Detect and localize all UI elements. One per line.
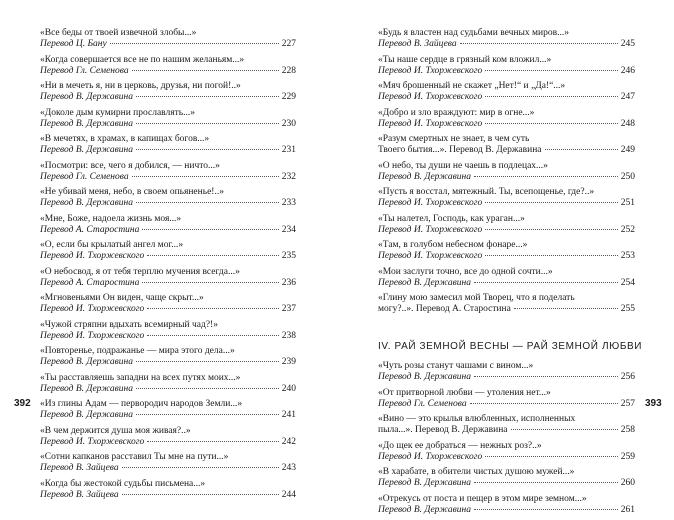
entry-translator-line xyxy=(40,304,296,315)
toc-entry xyxy=(378,267,635,289)
entry-translator-line xyxy=(40,331,296,342)
entry-title: «Когда бы жестокой судьбы письмена...» xyxy=(40,478,206,489)
entry-page-number: 247 xyxy=(620,92,635,102)
entry-title: «Мои заслуги точно, все до одной сочти...» xyxy=(378,266,553,277)
dot-leader xyxy=(474,282,618,283)
entry-page-number: 259 xyxy=(620,451,635,462)
entry-title: «Посмотри: все, чего я добился, — ничто...» xyxy=(40,160,220,171)
entry-title: «О, если бы крылатый ангел мог...» xyxy=(40,240,184,250)
dot-leader xyxy=(136,149,279,150)
entry-title: «Из глины Адам — первородич народов Земли...» xyxy=(40,399,243,409)
entry-title: «О небо, ты души не чаешь в подлецах...» xyxy=(378,160,548,171)
toc-entry xyxy=(40,108,296,130)
entry-page-number: 238 xyxy=(281,330,296,341)
dot-leader xyxy=(474,509,618,510)
entry-title: «Мгновеньями Он виден, чаще скрыт...» xyxy=(40,293,204,303)
entry-translator: Перевод И. Тхоржевского xyxy=(378,251,483,261)
entry-page-number: 236 xyxy=(281,277,296,288)
entry-page-number: 228 xyxy=(281,65,296,76)
toc-entry xyxy=(40,187,296,209)
dot-leader xyxy=(142,282,278,283)
entry-translator-line xyxy=(40,66,296,77)
entry-page-number: 235 xyxy=(281,251,296,261)
toc-entry xyxy=(40,426,296,448)
entry-title: «Мне, Боже, надоела жизнь моя...» xyxy=(40,213,182,224)
entry-translator-line xyxy=(40,410,296,421)
entry-page-number: 237 xyxy=(281,304,296,314)
entry-translator-line xyxy=(40,198,296,209)
entry-translator-line xyxy=(40,384,296,395)
entry-page-number: 245 xyxy=(620,39,635,49)
dot-leader xyxy=(545,149,618,150)
entry-translator: Перевод И. Тхоржевского xyxy=(40,251,145,261)
entry-translator-line xyxy=(378,225,635,236)
entry-translator: Перевод И. Тхоржевского xyxy=(378,118,483,129)
toc-entry xyxy=(40,267,296,289)
dot-leader xyxy=(136,123,279,124)
entry-page-number: 231 xyxy=(281,145,296,155)
entry-title-continuation: Твоего бытия...». Перевод В. Державина xyxy=(378,145,542,155)
entry-translator: Перевод И. Тхоржевского xyxy=(378,198,483,208)
dot-leader xyxy=(514,308,618,309)
toc-entry xyxy=(378,361,635,383)
dot-leader xyxy=(136,414,279,415)
entry-translator-line xyxy=(378,399,635,410)
entry-translator: Перевод В. Державина xyxy=(40,410,133,420)
entry-translator: Перевод В. Державина xyxy=(40,118,133,129)
toc-entry xyxy=(40,346,296,368)
entry-translator-line xyxy=(40,119,296,130)
entry-title: «До щек ее добраться — нежных роз?..» xyxy=(378,440,542,451)
entry-page-number: 255 xyxy=(620,304,635,314)
toc-entry xyxy=(40,240,296,262)
entry-page-number: 261 xyxy=(620,504,635,515)
toc-entry xyxy=(378,494,635,516)
entry-page-number: 253 xyxy=(620,251,635,261)
entry-title: «Ты налетел, Господь, как ураган...» xyxy=(378,213,525,224)
entry-page-number: 240 xyxy=(281,383,296,394)
entry-page-number: 241 xyxy=(281,410,296,420)
toc-entry xyxy=(378,293,635,315)
toc-entry xyxy=(378,214,635,236)
dot-leader xyxy=(485,96,618,97)
toc-entry xyxy=(378,187,635,209)
entry-translator-line xyxy=(40,225,296,236)
entry-title: «О небосвод, я от тебя терплю мучения всегда...» xyxy=(40,266,240,277)
entry-page-number: 250 xyxy=(620,171,635,182)
dot-leader xyxy=(147,335,279,336)
left-page-number: 392 xyxy=(14,398,31,409)
toc-entry xyxy=(378,441,635,463)
entry-translator-line xyxy=(378,505,635,516)
entry-continuation-line xyxy=(378,304,635,315)
entry-page-number: 243 xyxy=(281,463,296,473)
entry-translator: Перевод В. Державина xyxy=(378,372,471,382)
entry-page-number: 258 xyxy=(620,425,635,435)
dot-leader xyxy=(485,202,618,203)
entry-translator: Перевод Гл. Семенова xyxy=(378,398,467,409)
entry-title: «Доколе дым кумирни прославлять...» xyxy=(40,107,195,118)
toc-entry xyxy=(40,293,296,315)
entry-page-number: 254 xyxy=(620,277,635,288)
toc-entry xyxy=(378,81,635,103)
entry-page-number: 249 xyxy=(620,145,635,155)
toc-entry xyxy=(378,161,635,183)
toc-entry xyxy=(378,108,635,130)
entry-translator-line xyxy=(378,172,635,183)
dot-leader xyxy=(132,176,279,177)
entry-translator-line xyxy=(40,251,296,262)
entry-translator-line xyxy=(378,92,635,103)
entry-continuation-line xyxy=(378,425,635,436)
section-heading: IV. РАЙ ЗЕМНОЙ ВЕСНЫ — РАЙ ЗЕМНОЙ ЛЮБВИ xyxy=(378,341,643,352)
entry-translator-line xyxy=(40,357,296,368)
toc-entry xyxy=(40,134,296,156)
toc-entry xyxy=(40,373,296,395)
dot-leader xyxy=(147,255,279,256)
toc-entry xyxy=(378,28,635,50)
toc-entry xyxy=(40,214,296,236)
entry-translator: Перевод И. Тхоржевского xyxy=(40,436,145,447)
entry-title: «Разум смертных не знает, в чем суть xyxy=(378,134,530,144)
entry-page-number: 233 xyxy=(281,198,296,208)
entry-translator: Перевод И. Тхоржевского xyxy=(378,92,483,102)
right-page-number: 393 xyxy=(645,398,662,409)
entry-translator: Перевод А. Старостина xyxy=(40,224,140,235)
entry-translator: Перевод И. Тхоржевского xyxy=(378,65,483,76)
entry-translator-line xyxy=(40,92,296,103)
entry-page-number: 251 xyxy=(620,198,635,208)
dot-leader xyxy=(485,123,618,124)
entry-translator: Перевод В. Державина xyxy=(378,504,471,515)
toc-entry xyxy=(378,467,635,489)
toc-entry xyxy=(378,388,635,410)
entry-translator: Перевод В. Державина xyxy=(40,92,133,102)
toc-entry xyxy=(378,240,635,262)
toc-entry xyxy=(378,55,635,77)
dot-leader xyxy=(485,70,618,71)
entry-translator: Перевод Гл. Семенова xyxy=(40,171,129,182)
entry-translator: Перевод В. Зайцева xyxy=(378,39,457,49)
entry-translator: Перевод Ц. Бану xyxy=(40,39,107,49)
dot-leader xyxy=(136,96,279,97)
entry-translator-line xyxy=(378,278,635,289)
entry-translator-line xyxy=(40,39,296,50)
entry-translator: Перевод И. Тхоржевского xyxy=(378,451,483,462)
entry-translator: Перевод И. Тхоржевского xyxy=(40,330,145,341)
entry-title: «Все беды от твоей извечной злобы...» xyxy=(40,28,197,38)
entry-page-number: 252 xyxy=(620,224,635,235)
entry-page-number: 227 xyxy=(281,39,296,49)
entry-title: «Мяч брошенный не скажет „Нет!“ и „Да!“...» xyxy=(378,81,566,91)
entry-translator-line xyxy=(378,39,635,50)
entry-translator-line xyxy=(378,198,635,209)
dot-leader xyxy=(460,43,618,44)
entry-title: «Чуть розы станут чашами с вином...» xyxy=(378,361,534,371)
entry-translator-line xyxy=(40,172,296,183)
entry-title: «Ни в мечеть я, ни в церковь, друзья, ни погой!..» xyxy=(40,81,241,91)
toc-entry xyxy=(40,320,296,342)
toc-entry xyxy=(40,452,296,474)
dot-leader xyxy=(147,308,279,309)
dot-leader xyxy=(136,202,279,203)
entry-translator-line xyxy=(40,145,296,156)
entry-translator: Перевод А. Старостина xyxy=(40,277,140,288)
dot-leader xyxy=(485,456,618,457)
entry-translator: Перевод В. Державина xyxy=(378,277,471,288)
entry-title: «Ты наше сердце в грязный ком вложил...» xyxy=(378,54,552,65)
entry-title: «Пусть я восстал, мятежный. Ты, всепощенье, где?..» xyxy=(378,187,595,197)
entry-translator-line xyxy=(378,251,635,262)
entry-translator-line xyxy=(40,463,296,474)
entry-continuation-line xyxy=(378,145,635,156)
left-toc-column xyxy=(40,28,296,505)
entry-title: «От притворной любви — утоления нет...» xyxy=(378,387,551,398)
dot-leader xyxy=(147,441,279,442)
entry-translator-line xyxy=(40,490,296,501)
toc-entry xyxy=(40,81,296,103)
entry-title: «В харабате, в обители чистых душою мужей...» xyxy=(378,467,575,477)
toc-entry xyxy=(40,479,296,501)
entry-translator: Перевод В. Державина xyxy=(40,357,133,367)
dot-leader xyxy=(470,403,618,404)
dot-leader xyxy=(136,388,279,389)
entry-title: «Сотни капканов расставил Ты мне на пути...» xyxy=(40,452,229,462)
entry-page-number: 232 xyxy=(281,171,296,182)
entry-title: «Когда совершается все не по нашим желаньям...» xyxy=(40,54,245,65)
dot-leader xyxy=(136,361,279,362)
entry-translator: Перевод В. Державина xyxy=(378,171,471,182)
right-toc-column xyxy=(378,28,643,520)
entry-title: «Отрекусь от поста и пещер в этом мире земном...» xyxy=(378,493,587,504)
entry-page-number: 257 xyxy=(620,398,635,409)
entry-translator: Перевод В. Державина xyxy=(378,478,471,488)
entry-translator: Перевод В. Зайцева xyxy=(40,463,119,473)
entry-translator: Перевод Гл. Семенова xyxy=(40,65,129,76)
toc-entry xyxy=(378,134,635,156)
entry-title: «Не убивай меня, небо, в своем опьяненье!..» xyxy=(40,187,224,197)
entry-page-number: 248 xyxy=(620,118,635,129)
toc-entry xyxy=(378,414,635,436)
entry-translator-line xyxy=(378,478,635,489)
toc-entry xyxy=(40,161,296,183)
entry-page-number: 260 xyxy=(620,478,635,488)
dot-leader xyxy=(485,229,618,230)
entry-page-number: 246 xyxy=(620,65,635,76)
entry-translator: Перевод В. Державина xyxy=(40,383,133,394)
entry-translator: Перевод И. Тхоржевского xyxy=(378,224,483,235)
entry-translator: Перевод В. Зайцева xyxy=(40,489,119,500)
entry-page-number: 229 xyxy=(281,92,296,102)
entry-title-continuation: пыла...». Перевод В. Державина xyxy=(378,425,508,435)
entry-title: «В чем держится душа моя живая?..» xyxy=(40,425,191,436)
entry-title: «Там, в голубом небесном фонаре...» xyxy=(378,240,528,250)
entry-translator-line xyxy=(40,278,296,289)
entry-title: «В мечетях, в храмах, в капищах богов...» xyxy=(40,134,210,144)
entry-page-number: 239 xyxy=(281,357,296,367)
dot-leader xyxy=(511,429,618,430)
entry-translator-line xyxy=(378,372,635,383)
entry-title: «Глину мою замесил мой Творец, что я поделать xyxy=(378,293,575,303)
dot-leader xyxy=(132,70,279,71)
entry-title: «Добро и зло враждуют: мир в огне...» xyxy=(378,107,535,118)
entry-title: «Повторенье, подражанье — мира этого дела...» xyxy=(40,346,235,356)
entry-translator: Перевод И. Тхоржевского xyxy=(40,304,145,314)
dot-leader xyxy=(142,229,278,230)
entry-title: «Ты расставляешь западни на всех путях моих...» xyxy=(40,372,241,383)
dot-leader xyxy=(110,43,279,44)
entry-page-number: 256 xyxy=(620,372,635,382)
entry-title-continuation: могу?..». Перевод А. Старостина xyxy=(378,304,511,314)
entry-translator-line xyxy=(378,119,635,130)
toc-entry xyxy=(40,55,296,77)
entry-page-number: 234 xyxy=(281,224,296,235)
dot-leader xyxy=(122,467,279,468)
entry-page-number: 230 xyxy=(281,118,296,129)
entry-title: «Будь я властен над судьбами вечных миров...» xyxy=(378,28,569,38)
dot-leader xyxy=(474,376,618,377)
toc-entry xyxy=(40,399,296,421)
entry-translator: Перевод В. Державина xyxy=(40,198,133,208)
entry-title: «Чужой стряпни вдыхать всемирный чад?!» xyxy=(40,319,218,330)
entry-title: «Вино — это крылья влюбленных, исполненных xyxy=(378,414,576,424)
dot-leader xyxy=(485,255,618,256)
entry-page-number: 244 xyxy=(281,489,296,500)
toc-entry xyxy=(40,28,296,50)
entry-translator-line xyxy=(378,452,635,463)
entry-page-number: 242 xyxy=(281,436,296,447)
dot-leader xyxy=(122,494,279,495)
dot-leader xyxy=(474,176,618,177)
entry-translator-line xyxy=(40,437,296,448)
entry-translator: Перевод В. Державина xyxy=(40,145,133,155)
entry-translator-line xyxy=(378,66,635,77)
